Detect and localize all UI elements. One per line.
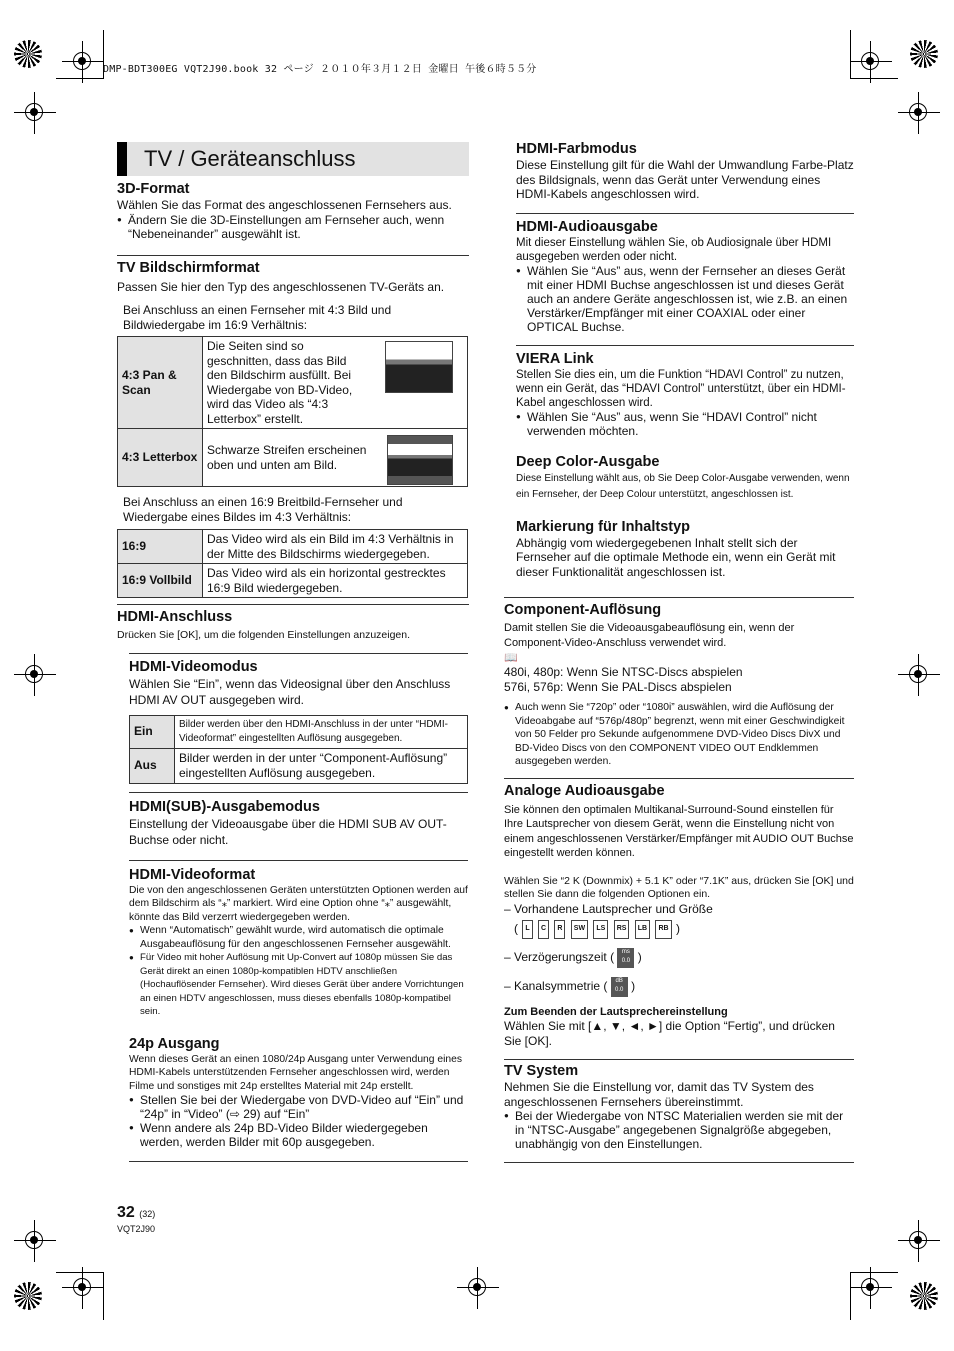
registration-mark xyxy=(70,1275,96,1301)
section-heading: HDMI(SUB)-Ausgabemodus xyxy=(129,798,320,815)
corner-mark-tr xyxy=(910,40,938,68)
hdmi-video-mode-table: Ein Bilder werden über den HDMI-Anschluss in der unter “HDMI-Videoformat” eingestellten Auflösung ausgegeben. Aus Bilder werden in der unter “Component-Auflösung” eingestellten Auflösung ausgegeben. xyxy=(129,715,468,784)
page-title-bar xyxy=(117,142,469,176)
speaker-icon: RB xyxy=(655,920,671,939)
speaker-icon: L xyxy=(522,920,532,939)
speaker-icon: C xyxy=(538,920,549,939)
speaker-icon: LS xyxy=(593,920,608,939)
pan-scan-image xyxy=(385,341,453,393)
registration-mark xyxy=(858,1275,884,1301)
right-column: HDMI-Farbmodus Diese Einstellung gilt für die Wahl der Umwandlung Farbe-Platz des Bildsignals, wenn das Gerät unter Verwendung eines HDMI-Kabels angeschlossen wird. HDMI-Audioausgabe Mit dieser Einstellung wählen Sie, ob Audiosignale über HDMI ausgegeben werden oder nicht. ● Wählen Sie “Aus” aus, wenn der Fernseher an dieses Gerät mit einer HDMI Buchse angeschlossen ist und dieses Gerät auch an andere Geräte angeschlossen ist, wie z.B. an einen Verstärker/Empfänger mit einer COAXIAL oder einer OPTICAL Buchse. VIERA Link Stellen Sie dies ein, um die Funktion “HDAVI Control” zu nutzen, wenn ein Gerät, das “HDAVI Control” unterstützt, über ein HDMI-Kabel angeschlossen wird. ● Wählen Sie “Aus” aus, wenn Sie “HDAVI Control” nicht verwenden möchten. Deep Color-Ausgabe Diese Einstellung wählt aus, ob Sie Deep Color-Ausgabe verwenden, wenn ein Fernseher, der Deep Colour unterstützt, angeschlossen ist. Markierung für Inhaltstyp Abhängig vom wiedergegebenen Inhalt stellt sich der Fernseher auf die optimale Methode ein, wenn ein Gerät mit dieser Funktionalität angeschlossen ist. Component-Auflösung Damit stellen Sie die Videoausgabeauflösung ein, wenn der Component-Video-Anschluss verwendet wird. 📖 480i, 480p: Wenn Sie NTSC-Discs abspielen 576i, 576p: Wenn Sie PAL-Discs abspielen ● Auch wenn Sie “720p” oder “1080i” auswählen, wird die Auflösung der Videoabgabe auf “576p/480p” begrenzt, wenn mit einer Geschwindigkeit von 50 Felder pro Sekunde aufgenommene DVD-Video Discs DivX und BD-Video Discs von den COMPONENT VIDEO OUT Endklemmen ausgegeben werden. Analoge Audioausgabe Sie können den optimalen Multikanal-Surround-Sound einstellen für Ihre Lautsprecher von diesem Gerät, wenn die Einstellung nicht von einem angeschlossenen Verstärker/Empfänger mit AUDIO OUT Buchse eingestellt werden können. Wählen Sie “2 K (Downmix) + 5.1 K” oder “7.1K” aus, drücken Sie [OK] und stellen Sie dann die folgenden Optionen ein. – Vorhandene Lautsprecher und Größe ( L C R SW LS RS LB RB ) – Verzögerungszeit ( ms 0.0 ) – Kanalsymmetrie ( dB 0.0 ) Zum Beenden der Lautsprechereinstellung Wählen Sie mit [▲, ▼, ◄, ►] die Option “Fertig”, und drücken Sie [OK]. TV System Nehmen Sie die Einstellung vor, damit das TV System des angeschlossenen Fernsehers übereinstimmt. ● Bei der Wiedergabe von NTSC Materialien werden sie mit der in “NTSC-Ausgabe” angegebenen Signalgröße abgegeben, unabhängig von den Einstellungen. xyxy=(504,140,854,1163)
delay-icon: ms 0.0 xyxy=(617,948,634,968)
section-heading: HDMI-Anschluss xyxy=(117,609,233,625)
tv-aspect-43-table: 4:3 Pan & Scan Die Seiten sind so geschnitten, dass das Bild den Bildschirm ausfüllt. Bei Wiedergabe von BD-Video, wird das Video als “4:3 Letterbox” erstellt. 4:3 Letterbox Schwarze Streifen erscheinen oben und unten am Bild. xyxy=(117,336,468,487)
left-column: 3D-Format Wählen Sie das Format des angeschlossenen Fernsehers aus. ● Ändern Sie die 3D-Einstellungen am Fernseher auch, wenn “Nebeneinander” ausgewählt ist. TV Bildschirmformat Passen Sie hier den Typ des angeschlossenen TV-Geräts an. Bei Anschluss an einen Fernseher mit 4:3 Bild und Bildwiedergabe im 16:9 Verhältnis: 4:3 Pan & Scan Die Seiten sind so geschnitten, dass das Bild den Bildschirm ausfüllt. Bei Wiedergabe von BD-Video, wird das Video als “4:3 Letterbox” erstellt. 4:3 Letterbox Schwarze Streifen erscheinen oben und unten am Bild. Bei Anschluss an einen 16:9 Breitbild-Fernseher und Wiedergabe eines Bildes im 4:3 Verhältnis: 16:9 Das Video wird als ein Bild im 4:3 Verhältnis in der Mitte des Bildschirms wiedergegeben. 16:9 Vollbild Das Video wird als ein horizontal gestrecktes 16:9 Bild wiedergegeben. HDMI-Anschluss Drücken Sie [OK], um die folgenden Einstellungen anzuzeigen. HDMI-Videomodus Wählen Sie “Ein”, wenn das Videosignal über den Anschluss HDMI AV OUT ausgegeben wird. Ein Bilder werden über den HDMI-Anschluss in der unter “HDMI-Videoformat” eingestellten Auflösung ausgegeben. Aus Bilder werden in der unter “Component-Auflösung” eingestellten Auflösung ausgegeben. HDMI(SUB)-Ausgabemodus Einstellung der Videoausgabe über die HDMI SUB AV OUT-Buchse oder nicht. HDMI-Videoformat Die von den angeschlossenen Geräten unterstützten Optionen werden auf dem Bildschirm als “⁎” markiert. Wird eine Option ohne “⁎” ausgewählt, könnte das Bild verzerrt wiedergegeben werden. ● Wenn “Automatisch” gewählt wurde, wird automatisch die optimale Ausgabeauflösung für den angeschlossenen Fernseher ausgewählt. ● Für Video mit hoher Auflösung mit Up-Convert auf 1080p müssen Sie das Gerät direkt an einen 1080p-kompatiblen HDTV anschließen (Hochauflösender Fernseher). Wird dieses Gerät über andere Vorrichtungen an einen HDTV angeschlossen, muss dieses ebenfalls 1080p-kompatibel sein. 24p Ausgang Wenn dieses Gerät an einen 1080/24p Ausgang unter Verwendung eines HDMI-Kabels unterstützenden Fernseher angeschlossen wird, werden Filme und sonstiges mit 24p erstelltes Material mit 24p erstellt. ● Stellen Sie bei der Wiedergabe von DVD-Video auf “Ein” und “24p” in “Video” (⇨ 29) auf “Ein” ● Wenn andere als 24p BD-Video Bilder wiedergegeben werden, werden Bilder mit 60p ausgegeben. xyxy=(117,180,469,1162)
book-icon: 📖 xyxy=(504,652,518,664)
tv-aspect-169-table: 16:9 Das Video wird als ein Bild im 4:3 Verhältnis in der Mitte des Bildschirms wiedergegeben. 16:9 Vollbild Das Video wird als ein horizontal gestrecktes 16:9 Bild wiedergegeben. xyxy=(117,529,468,598)
registration-mark xyxy=(22,662,48,688)
model-code: VQT2J90 xyxy=(117,1224,156,1234)
speaker-icon: SW xyxy=(571,920,588,939)
speaker-icons: ( L C R SW LS RS LB RB ) xyxy=(514,920,854,939)
corner-mark-br xyxy=(910,1282,938,1310)
section-heading: TV Bildschirmformat xyxy=(117,259,260,276)
section-heading: HDMI-Videoformat xyxy=(129,866,256,883)
section-heading: Analoge Audioausgabe xyxy=(504,782,665,799)
section-heading: 24p Ausgang xyxy=(129,1035,220,1052)
registration-mark xyxy=(465,1275,491,1301)
registration-mark xyxy=(70,49,96,75)
registration-mark xyxy=(858,49,884,75)
page-number: 32 (32) xyxy=(117,1204,156,1221)
registration-mark xyxy=(22,100,48,126)
speaker-icon: RS xyxy=(614,920,630,939)
section-heading: HDMI-Farbmodus xyxy=(516,141,637,157)
letterbox-image xyxy=(387,435,453,485)
section-heading: Component-Auflösung xyxy=(504,602,662,618)
speaker-icon: LB xyxy=(635,920,650,939)
print-header: DMP-BDT300EG VQT2J90.book 32 ページ ２０１０年３月１２日 金曜日 午後６時５５分 xyxy=(103,64,537,75)
speaker-icon: R xyxy=(554,920,565,939)
section-heading: HDMI-Audioausgabe xyxy=(516,218,658,235)
registration-mark xyxy=(906,1228,932,1254)
section-heading: TV System xyxy=(504,1063,579,1079)
balance-icon: dB 0.0 xyxy=(611,977,628,997)
section-heading: VIERA Link xyxy=(516,350,594,367)
section-heading: HDMI-Videomodus xyxy=(129,658,258,675)
registration-mark xyxy=(906,100,932,126)
page-title: TV / Geräteanschluss xyxy=(144,146,356,171)
registration-mark xyxy=(22,1228,48,1254)
section-heading: Deep Color-Ausgabe xyxy=(516,453,660,470)
corner-mark-bl xyxy=(14,1282,42,1310)
registration-mark xyxy=(906,662,932,688)
corner-mark-tl xyxy=(14,40,42,68)
section-heading: Markierung für Inhaltstyp xyxy=(516,518,691,535)
section-heading: 3D-Format xyxy=(117,181,190,197)
